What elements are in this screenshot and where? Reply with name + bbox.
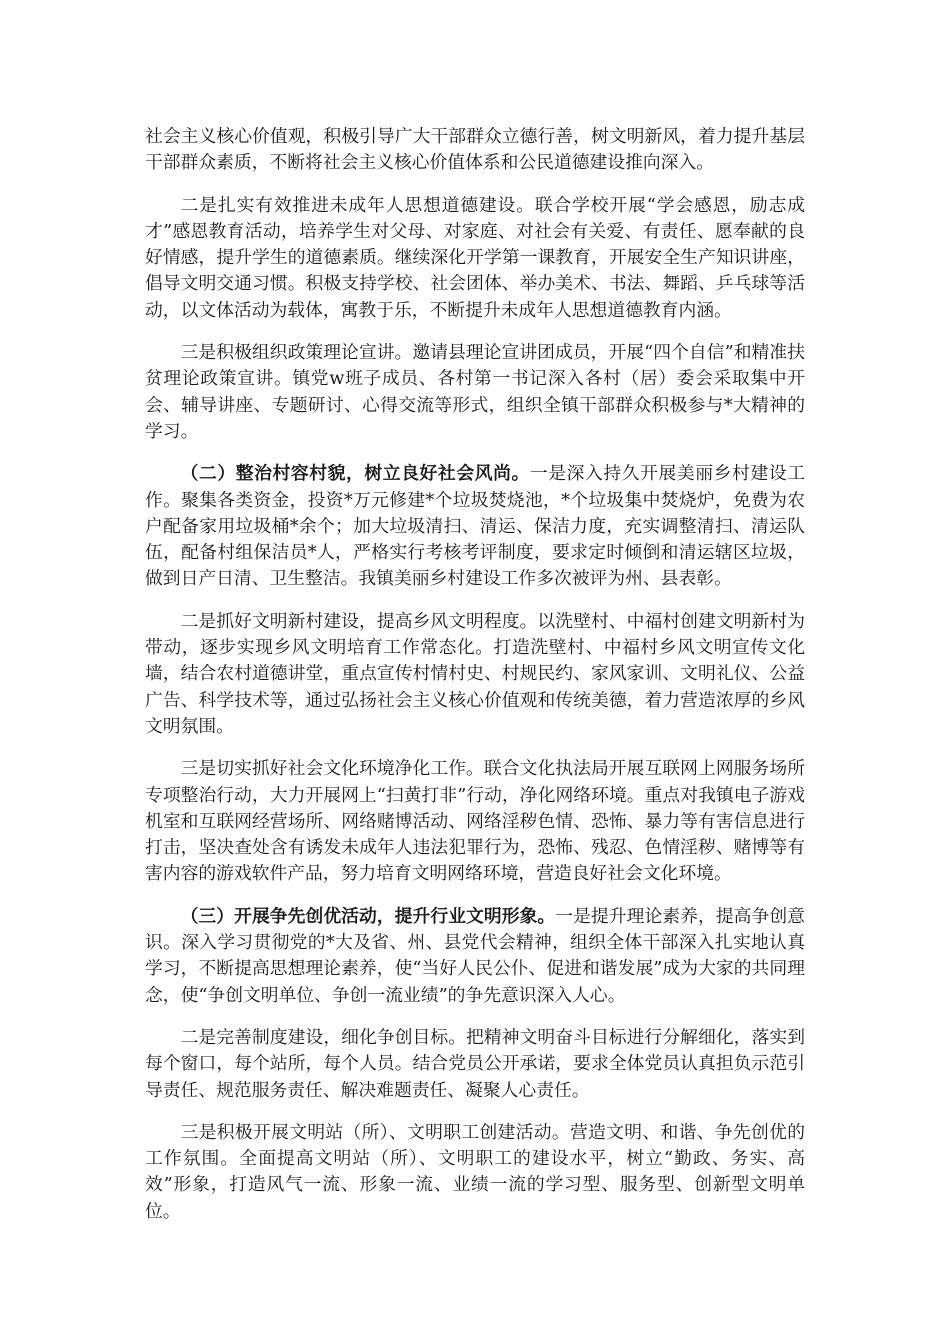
paragraph-7 [145,904,805,1009]
paragraph-4-text: 一是深入持久开展美丽乡村建设工作。聚集各类资金，投资*万元修建*个垃圾焚烧池，*个垃圾集中焚烧炉，免费为农户配备家用垃圾桶*余个；加大垃圾清扫、清运、保洁力度，充实调整清扫、清运队伍，配备村组保洁员*人，严格实行考核考评制度，要求定时倾倒和清运辖区垃圾，做到日产日清、卫生整洁。我镇美丽乡村建设工作多次被评为州、县表彰。 [145,463,805,590]
paragraph-9-text: 三是积极开展文明站（所）、文明职工创建活动。营造文明、和谐、争先创优的工作氛围。全面提高文明站（所）、文明职工的建设水平，树立“勤政、务实、高效”形象，打造风气一流、形象一流、业绩一流的学习型、服务型、创新型文明单位。 [145,1121,805,1222]
paragraph-1 [145,124,805,177]
paragraph-8 [145,1025,805,1104]
paragraph-6-text: 三是切实抓好社会文化环境净化工作。联合文化执法局开展互联网上网服务场所专项整治行动，大力开展网上“扫黄打非”行动，净化网络环境。重点对我镇电子游戏机室和互联网经营场所、网络赌博活动、网络淫秽色情、恐怖、暴力等有害信息进行打击，坚决查处含有诱发未成年人违法犯罪行为，恐怖、残忍、色情淫秽、赌博等有害内容的游戏软件产品，努力培育文明网络环境，营造良好社会文化环境。 [145,758,805,885]
section-heading-2: （二）整治村容村貌，树立良好社会风尚。 [180,463,530,485]
paragraph-4 [145,461,805,592]
paragraph-2-text: 二是扎实有效推进未成年人思想道德建设。联合学校开展“学会感恩，励志成才”感恩教育活动，培养学生对父母、对家庭、对社会有关爱、有责任、愿奉献的良好情感，提升学生的道德素质。继续深化开学第一课教育，开展安全生产知识讲座，倡导文明交通习惯。积极支持学校、社会团体、举办美术、书法、舞蹈、乒乓球等活动，以文体活动为载体，寓教于乐，不断提升未成年人思想道德教育内涵。 [145,194,805,321]
paragraph-3-text: 三是积极组织政策理论宣讲。邀请县理论宣讲团成员，开展“四个自信”和精准扶贫理论政策宣讲。镇党w班子成员、各村第一书记深入各村（居）委会采取集中开会、辅导讲座、专题研讨、心得交流等形式，组织全镇干部群众积极参与*大精神的学习。 [145,342,805,442]
paragraph-2 [145,193,805,324]
section-heading-3: （三）开展争先创优活动，提升行业文明形象。 [180,905,556,927]
paragraph-5-text: 二是抓好文明新村建设，提高乡风文明程度。以洗壁村、中福村创建文明新村为带动，逐步实现乡风文明培育工作常态化。打造洗壁村、中福村乡风文明宣传文化墙，结合农村道德讲堂，重点宣传村情村史、村规民约、家风家训、文明礼仪、公益广告、科学技术等，通过弘扬社会主义核心价值观和传统美德，着力营造浓厚的乡风文明氛围。 [145,610,805,737]
paragraph-9 [145,1120,805,1225]
paragraph-1-text: 社会主义核心价值观，积极引导广大干部群众立德行善，树文明新风，着力提升基层干部群众素质，不断将社会主义核心价值体系和公民道德建设推向深入。 [145,126,805,174]
paragraph-7-text: 一是提升理论素养，提高争创意识。深入学习贯彻党的*大及省、州、县党代会精神，组织全体干部深入扎实地认真学习，不断提高思想理论素养，使“当好人民公仆、促进和谐发展”成为大家的共同理念，使“争创文明单位、争创一流业绩”的争先意识深入人心。 [145,905,805,1006]
paragraph-3 [145,340,805,445]
paragraph-6 [145,756,805,887]
paragraph-8-text: 二是完善制度建设，细化争创目标。把精神文明奋斗目标进行分解细化，落实到每个窗口，每个站所，每个人员。结合党员公开承诺，要求全体党员认真担负示范引导责任、规范服务责任、解决难题责任、凝聚人心责任。 [145,1026,805,1101]
paragraph-5 [145,609,805,740]
document-body [145,124,805,1241]
